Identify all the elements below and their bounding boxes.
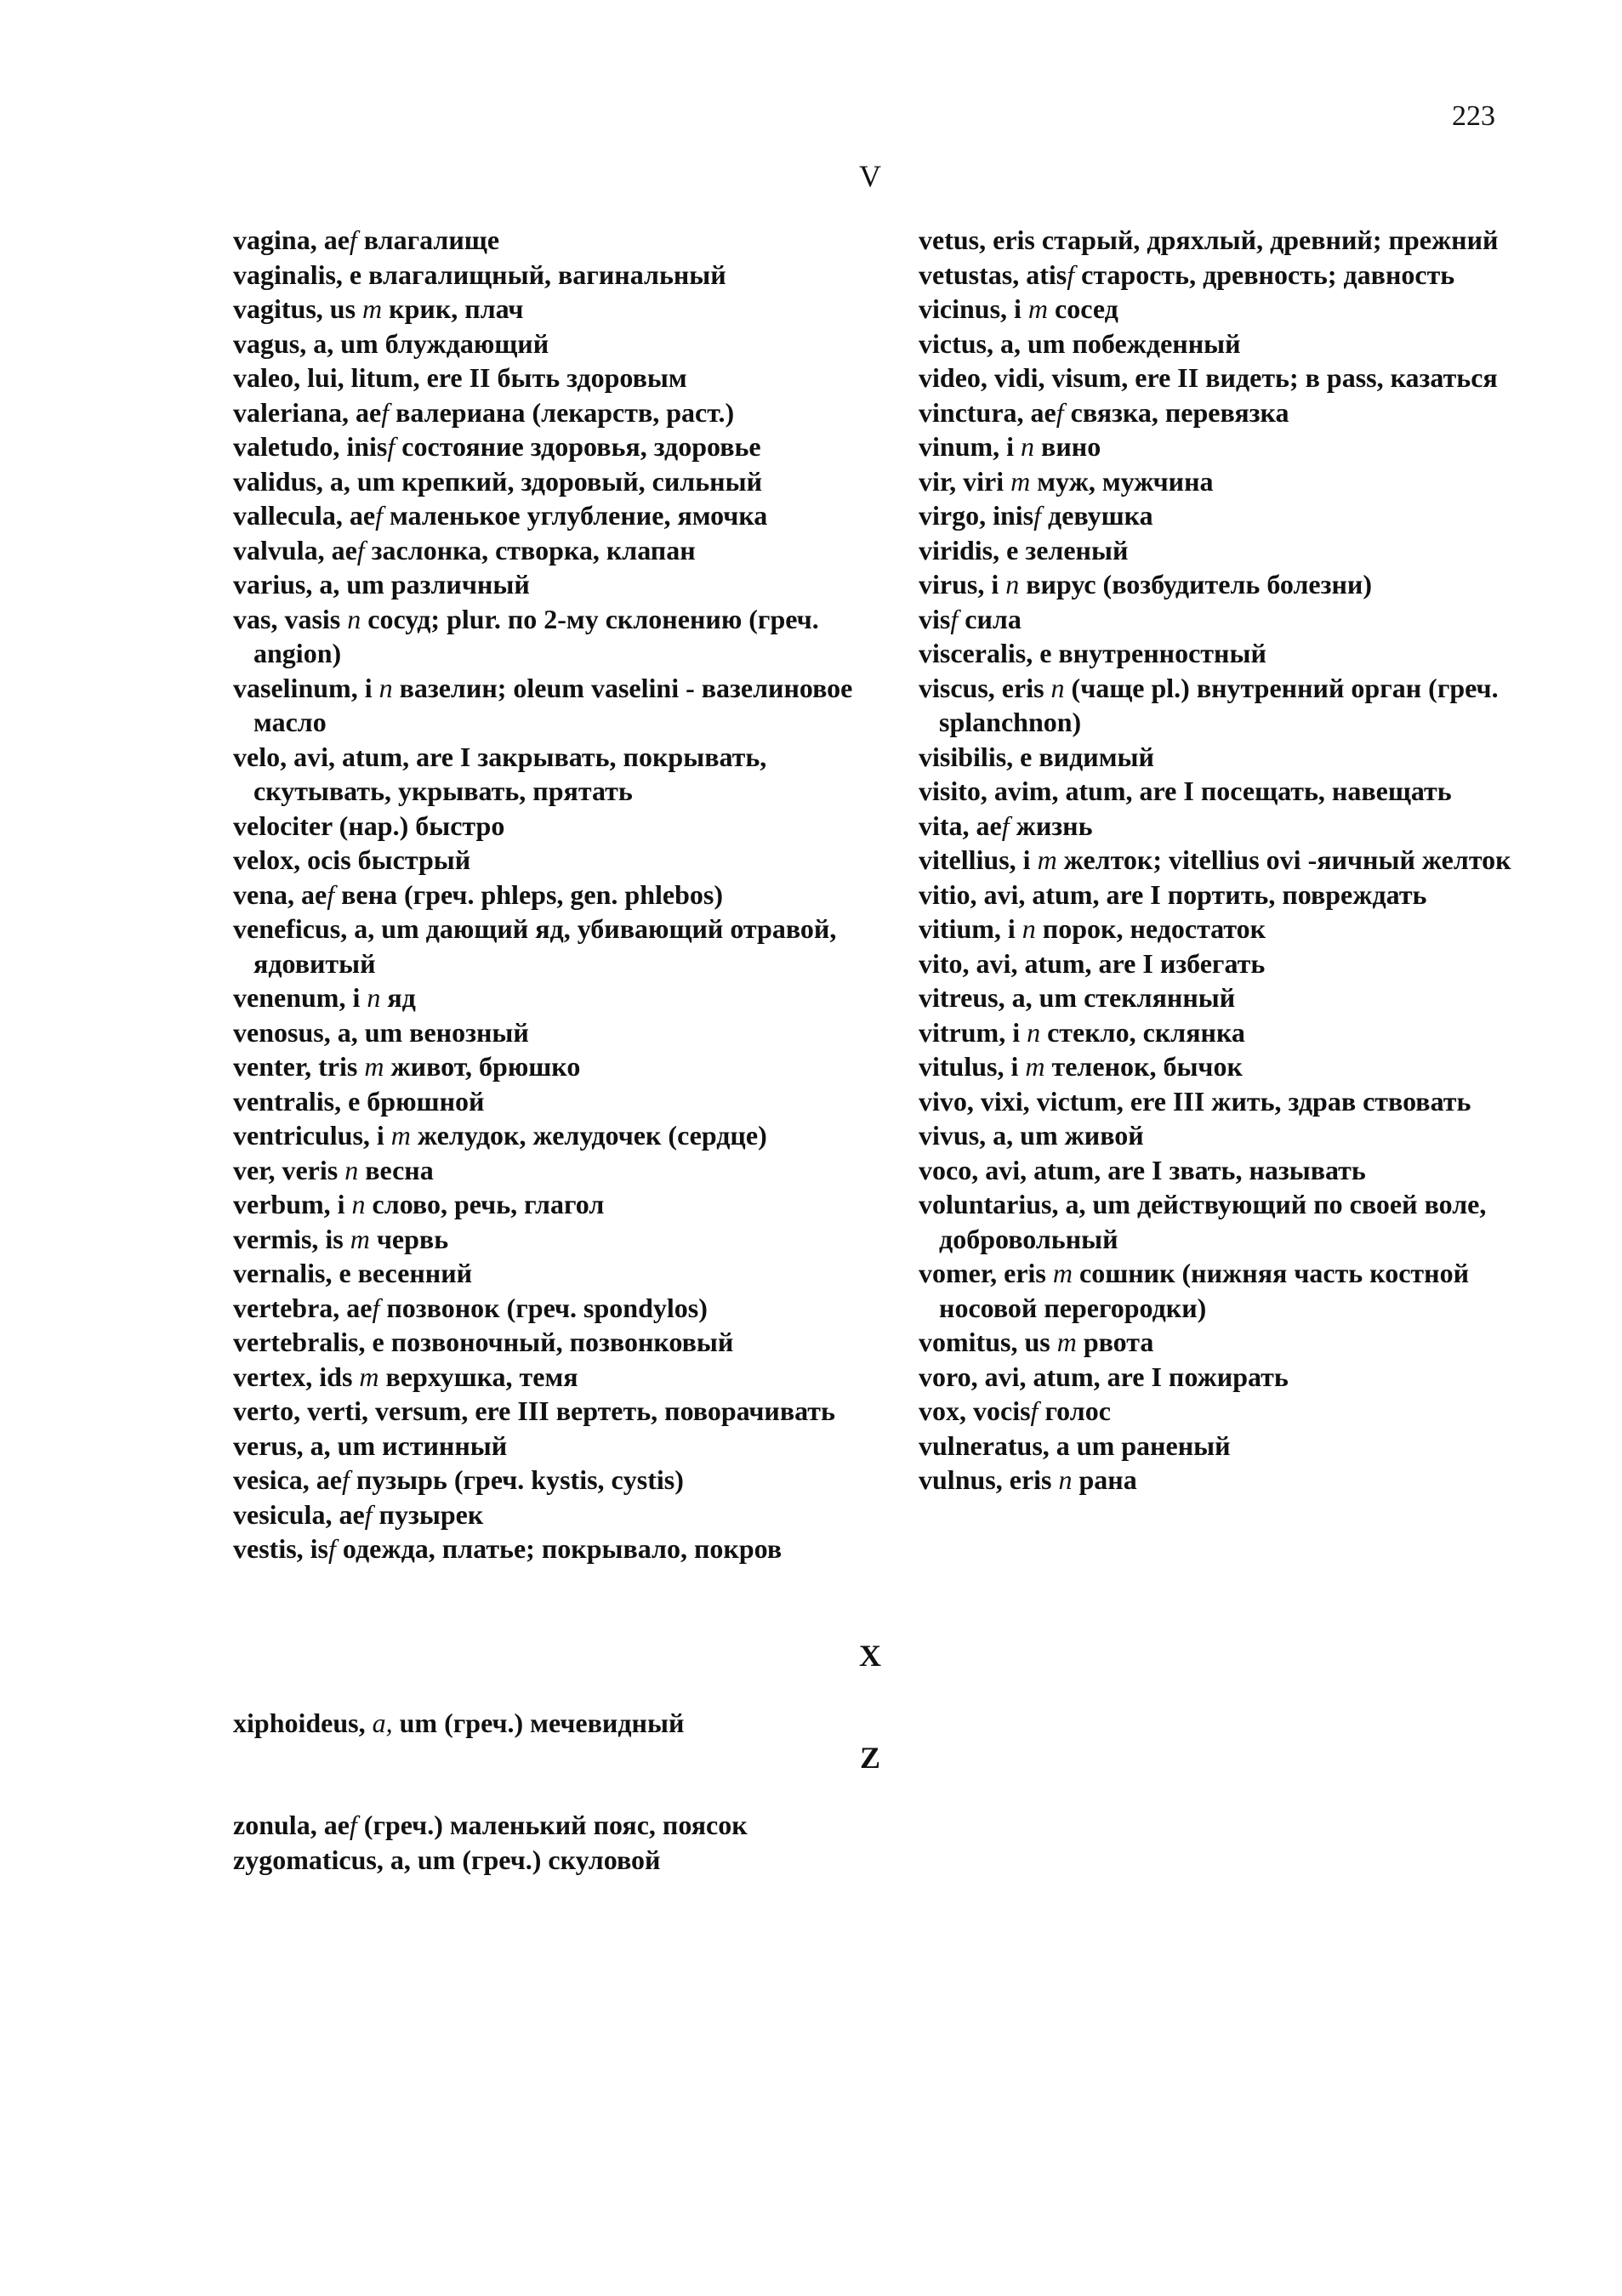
entry-definition: um (греч.) мечевидный bbox=[392, 1708, 685, 1738]
entry-headword: vesicula, ae bbox=[233, 1498, 365, 1530]
entry-definition: червь bbox=[369, 1223, 449, 1254]
dictionary-entry bbox=[233, 1325, 879, 1360]
entry-headword: verto, verti, versum, ere III bbox=[233, 1395, 549, 1426]
entry-headword: vaginalis, e bbox=[233, 259, 362, 290]
entry-gender: n bbox=[1027, 1016, 1041, 1048]
dictionary-entry bbox=[233, 1084, 879, 1119]
entry-headword: verbum, i bbox=[233, 1189, 352, 1219]
dictionary-entry bbox=[919, 258, 1531, 293]
dictionary-entry bbox=[919, 1256, 1531, 1325]
entry-gender: f bbox=[341, 1464, 350, 1495]
entry-definition: живот, брюшко bbox=[384, 1051, 581, 1082]
dictionary-entry bbox=[233, 1498, 879, 1532]
entry-gender: f bbox=[1001, 810, 1010, 841]
entry-headword: vulneratus, a um bbox=[919, 1429, 1115, 1461]
entry-headword: vesica, ae bbox=[233, 1464, 342, 1495]
dictionary-entry bbox=[233, 1015, 879, 1050]
entry-gender: f bbox=[1056, 396, 1064, 428]
entry-headword: vinum, i bbox=[919, 431, 1022, 462]
entry-definition: связка, перевязка bbox=[1063, 396, 1289, 428]
entry-definition: различный bbox=[384, 569, 530, 600]
entry-headword: velociter (нар.) bbox=[233, 810, 409, 841]
entry-definition: рана bbox=[1072, 1464, 1137, 1495]
entry-definition: влагалищный, вагинальный bbox=[361, 259, 726, 290]
entry-headword: vagus, a, um bbox=[233, 327, 378, 359]
entry-headword: vox, vocis bbox=[919, 1395, 1031, 1426]
entry-headword: vulnus, eris bbox=[919, 1464, 1059, 1495]
entry-definition: видеть; в pass, казаться bbox=[1198, 362, 1498, 393]
entry-headword: valetudo, inis bbox=[233, 431, 388, 462]
dictionary-entry bbox=[919, 361, 1531, 395]
entry-definition: маленькое углубление, ямочка bbox=[382, 500, 768, 531]
entry-definition: яд bbox=[380, 982, 416, 1013]
dictionary-entry bbox=[919, 223, 1531, 258]
entry-headword: voro, avi, atum, are I bbox=[919, 1361, 1162, 1392]
dictionary-entry bbox=[919, 1118, 1531, 1153]
entry-gender: f bbox=[387, 431, 396, 462]
entry-gender: f bbox=[1033, 500, 1042, 531]
entry-headword: veneficus, a, um bbox=[233, 913, 419, 944]
entry-gender: n bbox=[344, 1154, 359, 1185]
dictionary-entry bbox=[233, 1360, 879, 1395]
entry-headword: verus, a, um bbox=[233, 1429, 376, 1461]
entry-definition: вена (греч. phleps, gen. phlebos) bbox=[334, 878, 723, 910]
dictionary-entry bbox=[919, 292, 1531, 327]
entry-gender: n bbox=[1005, 569, 1020, 600]
dictionary-entry bbox=[233, 361, 879, 395]
entry-definition: состояние здоровья, здоровье bbox=[395, 431, 761, 462]
entry-headword: venenum, i bbox=[233, 982, 367, 1013]
entry-definition: валериана (лекарств, раст.) bbox=[389, 396, 735, 428]
dictionary-entry bbox=[919, 671, 1531, 740]
entry-gender: f bbox=[349, 224, 357, 255]
entry-definition: истинный bbox=[375, 1429, 508, 1461]
entry-gender: n bbox=[1050, 672, 1065, 703]
entry-headword: valvula, ae bbox=[233, 534, 357, 565]
dictionary-entry bbox=[919, 1187, 1531, 1256]
entry-headword: viridis, e bbox=[919, 534, 1019, 565]
entry-gender: n bbox=[351, 1189, 366, 1219]
entry-definition: венозный bbox=[402, 1016, 529, 1048]
dictionary-entry bbox=[233, 1187, 879, 1222]
entry-definition: жизнь bbox=[1009, 810, 1093, 841]
entry-headword: xiphoideus, bbox=[233, 1708, 373, 1738]
entry-headword: valeo, lui, litum, ere II bbox=[233, 362, 491, 393]
entry-definition: пузырек bbox=[372, 1498, 484, 1530]
entry-definition: портить, повреждать bbox=[1160, 878, 1427, 910]
entry-headword: vitrum, i bbox=[919, 1016, 1027, 1048]
entry-headword: zonula, ae bbox=[233, 1810, 350, 1840]
entry-gender: n bbox=[347, 603, 361, 634]
entry-gender: f bbox=[327, 878, 335, 910]
entry-headword: varius, a, um bbox=[233, 569, 384, 600]
right-column bbox=[919, 223, 1531, 1498]
entry-headword: ver, veris bbox=[233, 1154, 345, 1185]
dictionary-entry bbox=[919, 1015, 1531, 1050]
dictionary-entry bbox=[919, 498, 1531, 533]
entry-headword: vas, vasis bbox=[233, 603, 348, 634]
entry-gender: f bbox=[950, 603, 959, 634]
entry-headword: vitulus, i bbox=[919, 1051, 1026, 1082]
dictionary-entry bbox=[233, 1394, 879, 1429]
dictionary-entry bbox=[233, 1532, 879, 1566]
dictionary-entry bbox=[233, 1049, 879, 1084]
dictionary-entry bbox=[919, 1463, 1531, 1498]
letter-heading-z: Z bbox=[859, 1741, 880, 1775]
entry-definition: избегать bbox=[1152, 947, 1266, 979]
entry-definition: вирус (возбудитель болезни) bbox=[1019, 569, 1373, 600]
section-x-list bbox=[233, 1706, 999, 1741]
entry-headword: vetustas, atis bbox=[919, 259, 1067, 290]
entry-definition: раненый bbox=[1114, 1429, 1231, 1461]
entry-definition: порок, недостаток bbox=[1035, 913, 1266, 944]
entry-headword: venosus, a, um bbox=[233, 1016, 403, 1048]
dictionary-entry bbox=[233, 395, 879, 430]
entry-headword: visibilis, e bbox=[919, 741, 1033, 772]
entry-definition: пузырь (греч. kystis, cystis) bbox=[349, 1464, 684, 1495]
entry-definition: сила bbox=[958, 603, 1022, 634]
entry-definition: быстрый bbox=[350, 844, 471, 875]
dictionary-entry bbox=[233, 980, 879, 1015]
entry-definition: закрывать, покрывать, скутывать, укрывать, прятать bbox=[253, 741, 767, 806]
dictionary-entry bbox=[233, 533, 879, 568]
entry-gender: f bbox=[349, 1810, 357, 1840]
entry-definition: верхушка, темя bbox=[378, 1361, 578, 1392]
entry-definition: звать, называть bbox=[1162, 1154, 1366, 1185]
entry-definition: побежденный bbox=[1065, 327, 1241, 359]
entry-gender: f bbox=[328, 1533, 336, 1564]
entry-definition: стекло, склянка bbox=[1040, 1016, 1245, 1048]
entry-definition: голос bbox=[1038, 1395, 1111, 1426]
dictionary-entry bbox=[233, 878, 879, 912]
entry-definition: (греч.) маленький пояс, поясок bbox=[356, 1810, 748, 1840]
dictionary-entry bbox=[233, 1153, 879, 1188]
dictionary-entry bbox=[233, 1256, 879, 1291]
dictionary-entry bbox=[919, 327, 1531, 361]
entry-headword: video, vidi, visum, ere II bbox=[919, 362, 1199, 393]
entry-headword: vomer, eris bbox=[919, 1258, 1053, 1288]
entry-headword: vertex, ids bbox=[233, 1361, 360, 1392]
dictionary-entry bbox=[233, 327, 879, 361]
entry-definition: зеленый bbox=[1018, 534, 1129, 565]
entry-gender: f bbox=[375, 500, 383, 531]
entry-gender: f bbox=[381, 396, 390, 428]
left-column bbox=[233, 223, 879, 1566]
dictionary-entry bbox=[233, 1463, 879, 1498]
dictionary-entry bbox=[233, 1429, 879, 1463]
entry-headword: vicinus, i bbox=[919, 293, 1028, 324]
entry-headword: vallecula, ae bbox=[233, 500, 376, 531]
entry-definition: действующий по своей воле, добровольный bbox=[939, 1189, 1487, 1254]
entry-headword: vis bbox=[919, 603, 951, 634]
entry-definition: старый, дряхлый, древний; прежний bbox=[1034, 224, 1499, 255]
dictionary-entry bbox=[233, 292, 879, 327]
dictionary-entry bbox=[919, 636, 1531, 671]
entry-headword: vitium, i bbox=[919, 913, 1022, 944]
entry-gender: m bbox=[1025, 1051, 1045, 1082]
entry-gender: a, bbox=[372, 1708, 393, 1738]
dictionary-entry bbox=[919, 602, 1531, 637]
entry-definition: посещать, навещать bbox=[1193, 776, 1452, 806]
dictionary-entry bbox=[919, 878, 1531, 912]
dictionary-entry bbox=[919, 1360, 1531, 1395]
entry-headword: vernalis, e bbox=[233, 1258, 351, 1288]
entry-headword: ventralis, e bbox=[233, 1085, 361, 1117]
entry-headword: visceralis, e bbox=[919, 638, 1052, 668]
entry-definition: жить, здрав ствовать bbox=[1204, 1085, 1471, 1117]
dictionary-entry bbox=[919, 1153, 1531, 1188]
entry-definition: стеклянный bbox=[1077, 982, 1236, 1013]
entry-definition: сосед bbox=[1048, 293, 1118, 324]
dictionary-entry bbox=[233, 740, 879, 809]
entry-gender: m bbox=[1027, 293, 1049, 324]
entry-definition: брюшной bbox=[360, 1085, 485, 1117]
dictionary-entry bbox=[233, 464, 879, 499]
page-number: 223 bbox=[1452, 100, 1495, 132]
entry-headword: valeriana, ae bbox=[233, 396, 382, 428]
entry-headword: validus, a, um bbox=[233, 465, 396, 497]
entry-headword: ventriculus, i bbox=[233, 1120, 391, 1151]
entry-gender: f bbox=[364, 1498, 373, 1530]
dictionary-entry bbox=[919, 395, 1531, 430]
entry-headword: vagitus, us bbox=[233, 293, 363, 324]
dictionary-entry bbox=[919, 533, 1531, 568]
entry-gender: m bbox=[390, 1120, 411, 1151]
entry-definition: скуловой bbox=[541, 1844, 661, 1875]
entry-headword: vita, ae bbox=[919, 810, 1002, 841]
entry-definition: вино bbox=[1034, 431, 1101, 462]
entry-definition: весенний bbox=[350, 1258, 473, 1288]
entry-definition: (чаще pl.) внутренний орган (греч. splanchnon) bbox=[939, 672, 1499, 737]
entry-definition: блуждающий bbox=[378, 327, 549, 359]
entry-definition: живой bbox=[1057, 1120, 1144, 1151]
entry-definition: дающий яд, убивающий отравой, ядовитый bbox=[253, 913, 837, 979]
dictionary-entry bbox=[233, 809, 879, 844]
entry-gender: m bbox=[359, 1361, 379, 1392]
entry-definition: крепкий, здоровый, сильный bbox=[395, 465, 763, 497]
entry-definition: желудок, желудочек (сердце) bbox=[410, 1120, 767, 1151]
dictionary-entry bbox=[233, 602, 879, 671]
entry-headword: vaselinum, i bbox=[233, 672, 379, 703]
dictionary-entry bbox=[919, 1325, 1531, 1360]
entry-definition: быстро bbox=[408, 810, 505, 841]
entry-gender: f bbox=[1030, 1395, 1039, 1426]
entry-definition: видимый bbox=[1032, 741, 1154, 772]
dictionary-entry bbox=[919, 1049, 1531, 1084]
entry-gender: n bbox=[367, 982, 381, 1013]
entry-definition: пожирать bbox=[1161, 1361, 1289, 1392]
dictionary-entry bbox=[919, 912, 1531, 946]
entry-headword: visito, avim, atum, are I bbox=[919, 776, 1194, 806]
entry-definition: старость, древность; давность bbox=[1074, 259, 1455, 290]
entry-definition: теленок, бычок bbox=[1044, 1051, 1243, 1082]
entry-headword: vagina, ae bbox=[233, 224, 350, 255]
dictionary-entry bbox=[233, 1706, 999, 1741]
entry-definition: рвота bbox=[1076, 1327, 1154, 1357]
entry-definition: влагалище bbox=[356, 224, 500, 255]
entry-headword: vestis, is bbox=[233, 1533, 328, 1564]
dictionary-entry bbox=[919, 567, 1531, 602]
entry-gender: m bbox=[1052, 1258, 1073, 1288]
entry-headword: vito, avi, atum, are I bbox=[919, 947, 1153, 979]
entry-headword: vertebralis, e bbox=[233, 1327, 384, 1357]
entry-headword: vermis, is bbox=[233, 1223, 350, 1254]
entry-gender: m bbox=[350, 1223, 370, 1254]
entry-definition: вертеть, поворачивать bbox=[549, 1395, 835, 1426]
entry-gender: m bbox=[362, 293, 383, 324]
dictionary-entry bbox=[233, 429, 879, 464]
entry-gender: f bbox=[356, 534, 365, 565]
entry-definition: позвонок (греч. spondylos) bbox=[379, 1292, 708, 1323]
dictionary-entry bbox=[233, 1843, 999, 1878]
entry-headword: velo, avi, atum, are I bbox=[233, 741, 471, 772]
letter-heading-x: X bbox=[859, 1639, 881, 1673]
entry-definition: быть здоровым bbox=[490, 362, 687, 393]
letter-heading-v: V bbox=[859, 159, 881, 193]
entry-headword: voco, avi, atum, are I bbox=[919, 1154, 1163, 1185]
entry-headword: vir, viri bbox=[919, 465, 1011, 497]
entry-gender: f bbox=[1067, 259, 1075, 290]
entry-definition: позвоночный, позвонковый bbox=[384, 1327, 734, 1357]
entry-definition: девушка bbox=[1041, 500, 1153, 531]
entry-headword: vetus, eris bbox=[919, 224, 1035, 255]
entry-definition: весна bbox=[358, 1154, 434, 1185]
entry-gender: m bbox=[364, 1051, 384, 1082]
entry-headword: vitreus, a, um bbox=[919, 982, 1078, 1013]
entry-definition: одежда, платье; покрывало, покров bbox=[335, 1533, 783, 1564]
entry-headword: vitio, avi, atum, are I bbox=[919, 878, 1161, 910]
entry-definition: вазелин; oleum vaselini - вазелиновое масло bbox=[253, 672, 853, 737]
dictionary-entry bbox=[919, 1394, 1531, 1429]
entry-gender: m bbox=[1056, 1327, 1077, 1357]
entry-gender: n bbox=[1021, 431, 1035, 462]
dictionary-entry bbox=[919, 809, 1531, 844]
entry-definition: внутренностный bbox=[1051, 638, 1266, 668]
entry-definition: муж, мужчина bbox=[1030, 465, 1214, 497]
entry-headword: venter, tris bbox=[233, 1051, 365, 1082]
entry-definition: сосуд; plur. по 2-му склонению (греч. angion) bbox=[253, 603, 819, 668]
entry-definition: желток; vitellius ovi -яичный желток bbox=[1056, 844, 1511, 875]
entry-gender: n bbox=[1058, 1464, 1073, 1495]
entry-headword: vitellius, i bbox=[919, 844, 1038, 875]
entry-headword: virus, i bbox=[919, 569, 1006, 600]
dictionary-entry bbox=[233, 1118, 879, 1153]
entry-headword: velox, ocis bbox=[233, 844, 351, 875]
entry-gender: m bbox=[1037, 844, 1057, 875]
entry-headword: viscus, eris bbox=[919, 672, 1051, 703]
entry-definition: сошник (нижняя часть костной носовой перегородки) bbox=[939, 1258, 1470, 1323]
dictionary-entry bbox=[919, 1429, 1531, 1463]
entry-headword: victus, a, um bbox=[919, 327, 1066, 359]
dictionary-entry bbox=[233, 912, 879, 980]
dictionary-entry bbox=[233, 223, 879, 258]
entry-headword: vomitus, us bbox=[919, 1327, 1057, 1357]
entry-gender: n bbox=[1022, 913, 1036, 944]
dictionary-entry bbox=[919, 946, 1531, 981]
entry-headword: vivo, vixi, victum, ere III bbox=[919, 1085, 1205, 1117]
entry-headword: vertebra, ae bbox=[233, 1292, 373, 1323]
entry-gender: n bbox=[378, 672, 393, 703]
entry-headword: virgo, inis bbox=[919, 500, 1034, 531]
entry-headword: vinctura, ae bbox=[919, 396, 1056, 428]
dictionary-entry bbox=[919, 843, 1531, 878]
dictionary-entry bbox=[919, 429, 1531, 464]
dictionary-entry bbox=[233, 671, 879, 740]
entry-headword: zygomaticus, a, um (греч.) bbox=[233, 1844, 542, 1875]
dictionary-entry bbox=[233, 843, 879, 878]
dictionary-entry bbox=[919, 740, 1531, 775]
entry-definition: слово, речь, глагол bbox=[365, 1189, 605, 1219]
dictionary-entry bbox=[919, 774, 1531, 809]
entry-gender: f bbox=[372, 1292, 380, 1323]
entry-gender: m bbox=[1010, 465, 1031, 497]
dictionary-entry bbox=[919, 1084, 1531, 1119]
section-z-list bbox=[233, 1808, 999, 1877]
dictionary-entry bbox=[919, 980, 1531, 1015]
dictionary-entry bbox=[233, 498, 879, 533]
entry-headword: voluntarius, a, um bbox=[919, 1189, 1130, 1219]
entry-definition: крик, плач bbox=[382, 293, 524, 324]
dictionary-entry bbox=[233, 1291, 879, 1326]
dictionary-entry bbox=[233, 1222, 879, 1257]
entry-definition: заслонка, створка, клапан bbox=[364, 534, 696, 565]
dictionary-entry bbox=[919, 464, 1531, 499]
dictionary-entry bbox=[233, 567, 879, 602]
dictionary-entry bbox=[233, 258, 879, 293]
entry-headword: vivus, a, um bbox=[919, 1120, 1058, 1151]
entry-headword: vena, ae bbox=[233, 878, 327, 910]
dictionary-entry bbox=[233, 1808, 999, 1843]
